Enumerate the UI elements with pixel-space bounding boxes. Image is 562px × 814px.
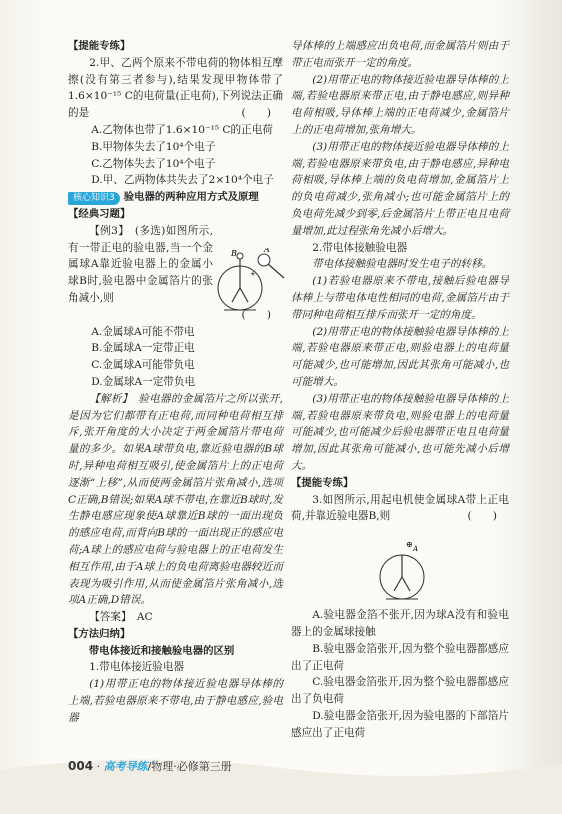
knowledge-tag: 核心知识3 [68,192,120,205]
ball-a-handle [268,264,284,278]
question-3: 3.如图所示,用起电机使金属球A带上正电荷,并靠近验电器B,则 ( ) [291,493,509,523]
option-c: C.金属球A可能带负电 [91,359,195,372]
paragraph: (1)用带正电的物体接近验电器导体棒的上端,若验电器原来不带电,由于静电感应,验电器 [68,678,283,724]
book-title: /物理·必修第三册 [147,760,232,773]
paragraph: 带电体接触验电器时发生电子的转移。 [312,258,493,271]
question-2: 2.甲、乙两个原来不带电荷的物体相互摩擦(没有第三者参与),结果发现甲物体带了1.6×10⁻¹⁵ C的电荷量(正电荷),下列说法正确的是 ( ) [68,56,283,120]
subheading: 2.带电体接触验电器 [312,241,408,254]
left-column [68,38,283,727]
option-d: D.甲、乙两物体共失去了2×10⁴个电子 [91,174,274,187]
option-d: D.验电器金箔张开,因为验电器的下部箔片感应出了正电荷 [291,709,509,739]
answer: 【答案】 AC [89,611,153,624]
subheading: 1.带电体接近验电器 [89,661,185,674]
subheading: 带电体接近和接触验电器的区别 [88,644,235,657]
example-bracket: ( ) [241,308,271,321]
option-a: A.验电器金箔不张开,因为球A没有和验电器上的金属球接触 [291,609,509,638]
paragraph: 导体棒的上端感应出负电荷,而金属箔片则由于带正电而张开一定的角度。 [291,40,509,69]
footer-dot: · [96,760,104,773]
brand-logo: 高考导练 [103,760,148,773]
footer-wave [0,740,562,814]
example-3: 【例3】 (多选)如图所示,有一带正电的验电器,当一个金属球A靠近验电器上的金属小球B时,验电器中金属箔片的张角减小,则 [68,224,213,304]
option-d: D.金属球A一定带负电 [91,375,196,388]
paragraph: (2)用带正电的物体接近验电器导体棒的上端,若验电器原来带正电,由于静电感应,则异种电荷相吸,导体棒上端的正电荷减少,金属箔片上的正电荷增加,张角增大。 [291,73,509,136]
option-b: B.金属球A一定带正电 [91,342,195,355]
page-number: 004 [68,759,94,773]
analysis: 【解析】 验电器的金属箔片之所以张开,是因为它们都带有正电荷,而同种电荷相互排斥,张开角度的大小决定于两金属箔片带电荷量的多少。如果A球带负电,靠近验电器的B球时,异种电荷相互吸引,使金属箔片上的正电荷逐渐“上移”,从而使两金属箔片张角减小,选项C正确,B错误;如果A球不带电,在靠近B球时,发生静电感应现象使A球靠近B球的一面出现负的感应电荷,而背向B球的一面出现正的感应电荷;A球上的感应电荷与验电器上的正电荷发生相互作用,由于A球上的负电荷离验电器较近而表现为吸引作用,从而使金属箔片张角减小,选项A正确,D错误。 [68,392,283,607]
charged-ball-a: ⊕ [406,540,413,549]
foil-left [394,577,402,591]
option-a: A.金属球A可能不带电 [91,325,195,338]
label-a: A [413,545,419,553]
foil-right [402,577,410,591]
paragraph: (2)用带正电的物体接触验电器导体棒的上端,若验电器原来带正电,则验电器上的电荷量可能减少,也可能增加,因此其张角可能减小,也可能增大。 [291,325,509,388]
option-c: C.乙物体失去了10⁴个电子 [91,157,216,170]
electroscope-figure-2 [372,535,452,605]
right-column [291,38,509,741]
knowledge-header: 核心知识3 验电器的两种应用方式及原理 [68,189,283,206]
label-b: B [231,249,237,258]
option-b: B.验电器金箔张开,因为整个验电器都感应出了正电荷 [291,642,509,672]
option-b: B.甲物体失去了10⁴个电子 [91,140,216,153]
paragraph: (1)若验电器原来不带电,接触后验电器导体棒上与带电体电性相同的电荷,金属箔片由于带同种电荷相互排斥而张开一定的角度。 [291,275,509,321]
plus-sign: + [250,270,256,278]
section-heading: 【经典习题】 [68,207,131,220]
foil-left [232,288,240,302]
foil-right [240,288,248,302]
ball-b [237,253,243,259]
electroscope-figure-1 [212,248,292,318]
page-footer [68,758,232,774]
paragraph: (3)用带正电的物体接近验电器导体棒的上端,若验电器原来带负电,由于静电感应,异种电荷相吸,导体棒上端的负电荷增加,金属箔片上的负电荷减少,张角减小;也可能金属箔片上的负电荷先减少到零,后金属箔片上带正电且电荷量增加,此过程张角先减小后增大。 [291,140,509,237]
section-heading: 【提能专练】 [68,40,131,52]
section-heading: 【方法归纳】 [68,627,131,640]
option-c: C.验电器金箔张开,因为整个验电器都感应出了负电荷 [291,676,509,706]
option-a: A.乙物体也带了1.6×10⁻¹⁵ C的正电荷 [91,123,273,136]
section-heading: 【提能专练】 [291,476,354,489]
paragraph: (3)用带正电的物体接触验电器导体棒的上端,若验电器原来带负电,则验电器上的电荷量可能减少,也可能减少后验电器带正电且电荷量增加,因此其张角可能减小,也可能先减小后增大。 [291,392,509,472]
label-a: A [264,248,270,254]
